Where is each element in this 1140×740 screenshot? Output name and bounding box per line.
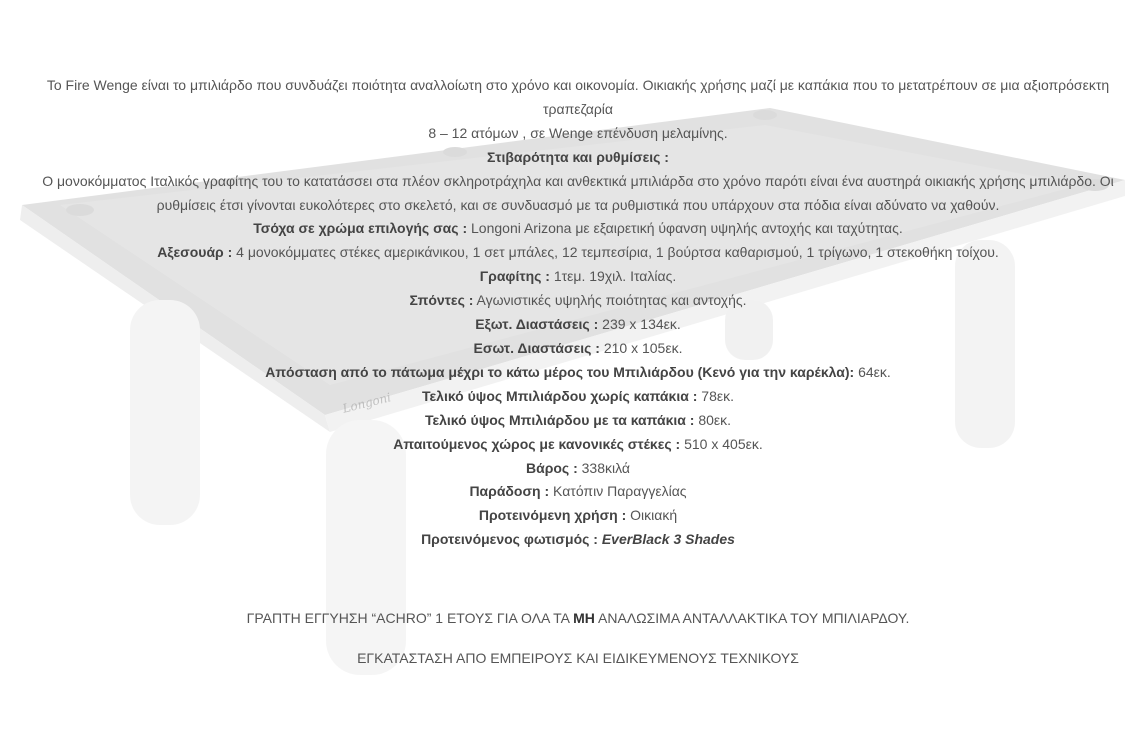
spec-value: 1τεμ. 19χιλ. Ιταλίας. [553, 268, 677, 285]
spec-value: Οικιακή [630, 507, 678, 524]
warranty-emphasis: ΜΗ [573, 610, 595, 627]
spec-value: 239 x 134εκ. [602, 316, 681, 333]
spec-value: 78εκ. [701, 387, 734, 404]
spec-weight [18, 457, 1138, 481]
spec-value: Αγωνιστικές υψηλής ποιότητας και αντοχής. [476, 292, 747, 309]
intro-text: Το Fire Wenge είναι το μπιλιάρδο που συνδυάζει ποιότητα αναλλοίωτη στο χρόνο και οικονομία. Οικιακής χρήσης μαζί με καπάκια που το μετατρέπουν σε μια αξιοπρόσεκτη τραπεζαρία [46, 77, 1110, 117]
spec-label: Προτεινόμενος φωτισμός : [421, 531, 598, 548]
spec-label: Παράδοση : [469, 483, 550, 500]
warranty-text: ΓΡΑΠΤΗ ΕΓΓΥΗΣΗ “ACHRO” 1 ΕΤΟΥΣ ΓΙΑ ΟΛΑ ΤΑ ΜΗ ΑΝΑΛΩΣΙΜΑ ΑΝΤΑΛΛΑΚΤΙΚΑ ΤΟΥ ΜΠΙΛΙΑΡΔΟΥ. [246, 610, 910, 627]
spec-label: Προτεινόμενη χρήση : [478, 507, 627, 524]
sturdiness-heading: Στιβαρότητα και ρυθμίσεις : [487, 148, 669, 165]
spec-label: Τσόχα σε χρώμα επιλογής σας : [253, 220, 468, 237]
spec-cloth [18, 217, 1138, 241]
spec-accessories [18, 241, 1138, 265]
spec-height-with-tops [18, 409, 1138, 433]
product-description [18, 74, 1138, 671]
spec-recommended-use [18, 504, 1138, 528]
spec-value: 64εκ. [858, 363, 891, 380]
lighting-product-name: EverBlack 3 Shades [601, 531, 735, 548]
spec-value: 80εκ. [698, 411, 732, 428]
spec-label: Βάρος : [525, 459, 578, 476]
spec-value: 338κιλά [581, 459, 630, 476]
spec-value: Longoni Arizona με εξαιρετική ύφανση υψηλής αντοχής και ταχύτητας. [471, 220, 903, 237]
spec-value: Κατόπιν Παραγγελίας [553, 483, 687, 500]
spec-required-space [18, 433, 1138, 457]
spec-floor-clearance [18, 361, 1138, 385]
spec-label: Εξωτ. Διαστάσεις : [475, 316, 599, 333]
spec-label: Γραφίτης : [479, 268, 550, 285]
spec-delivery [18, 480, 1138, 504]
table-brand-logo: Longoni [341, 390, 393, 416]
spec-label: Σπόντες : [409, 292, 474, 309]
spec-label: Απόσταση από το πάτωμα μέχρι το κάτω μέρος του Μπιλιάρδου (Κενό για την καρέκλα): [265, 363, 855, 380]
spec-cushions [18, 289, 1138, 313]
spec-outer-dimensions [18, 313, 1138, 337]
installation-text: ΕΓΚΑΤΑΣΤΑΣΗ ΑΠΟ ΕΜΠΕΙΡΟΥΣ ΚΑΙ ΕΙΔΙΚΕΥΜΕΝΟΥΣ ΤΕΧΝΙΚΟΥΣ [357, 650, 799, 667]
spec-label: Τελικό ύψος Μπιλιάρδου με τα καπάκια : [424, 411, 695, 428]
spec-label: Τελικό ύψος Μπιλιάρδου χωρίς καπάκια : [422, 387, 698, 404]
spec-value: 510 x 405εκ. [684, 435, 763, 452]
spec-label: Απαιτούμενος χώρος με κανονικές στέκες : [393, 435, 681, 452]
spec-slate [18, 265, 1138, 289]
spec-label: Αξεσουάρ : [157, 244, 233, 261]
spec-value: 210 x 105εκ. [603, 339, 683, 356]
spec-value: 4 μονοκόμματες στέκες αμερικάνικου, 1 σετ μπάλες, 12 τεμπεσίρια, 1 βούρτσα καθαρισμού, 1 τρίγωνο, 1 στεκοθήκη τοίχου. [236, 244, 999, 261]
spec-lighting [18, 528, 1138, 552]
spec-height-without-tops [18, 385, 1138, 409]
spec-label: Εσωτ. Διαστάσεις : [473, 339, 600, 356]
intro-capacity-text: 8 – 12 ατόμων , σε Wenge επένδυση μελαμίνης. [428, 124, 728, 141]
spec-inner-dimensions [18, 337, 1138, 361]
sturdiness-text: Ο μονοκόμματος Ιταλικός γραφίτης του το κατατάσσει στα πλέον σκληροτράχηλα και ανθεκτικά μπιλιάρδα στο χρόνο παρότι είναι ένα αυστηρά οικιακής χρήσης μπιλιάρδο. Οι ρυθμίσεις έτσι γίνονται ευκολότερες στο σκελετό, και σε συνδυασμό με τα ρυθμιστικά που υπάρχουν στα πόδια είναι αδύνατο να χαθούν. [42, 172, 1114, 213]
